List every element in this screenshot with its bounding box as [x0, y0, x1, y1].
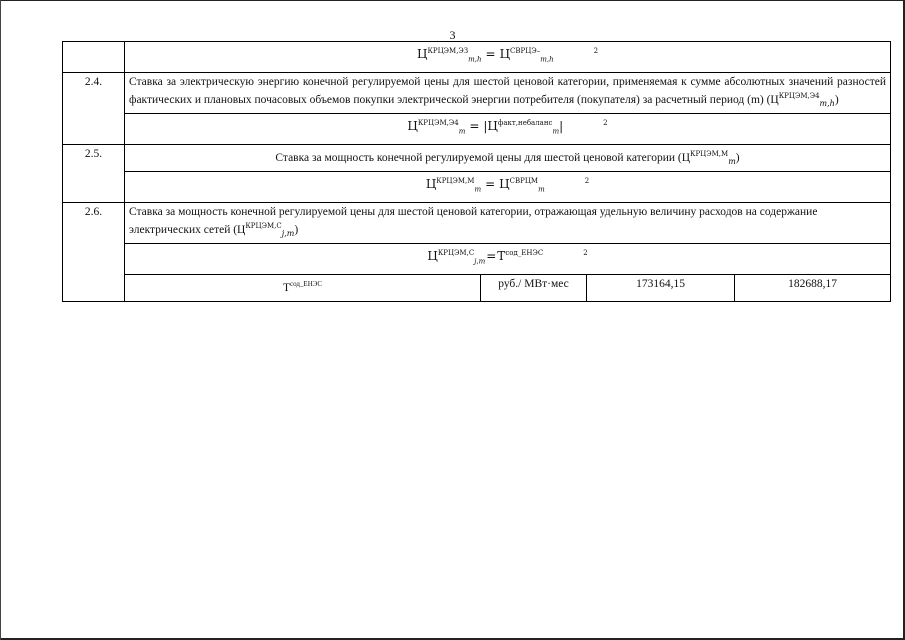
table-row: [63, 172, 891, 203]
table-row: [63, 203, 891, 244]
row-number: 2.6.: [63, 203, 125, 302]
formula-cell: [125, 172, 891, 203]
formula-cell: [125, 114, 891, 145]
row-description: Ставка за мощность конечной регулируемой цены для шестой ценовой категории $(Ц^{КРЦЭМ,М}_m)$: [125, 145, 891, 172]
frame-left-edge: [0, 0, 1, 640]
formula: $Ц^{КРЦЭМ,Э4}_m = |Ц^{факт,небаланс}_m|$ $^2$: [407, 119, 608, 136]
table-row: [63, 114, 891, 145]
value-cell-1: 173164,15: [587, 275, 735, 302]
value-cell-2: 182688,17: [735, 275, 891, 302]
row-description: Ставка за электрическую энергию конечной регулируемой цены для шестой ценовой категории, применяемая к сумме абсолютных значений разностей фактических и плановых почасовых объемов покупки электрической энергии потребителя (покупателя) за расчетный период (m) $(Ц^{КРЦЭМ,Э4}_{m,h})$: [125, 73, 891, 114]
tariff-label-cell: $Т^{сод\_ЕНЭС}$: [125, 275, 481, 302]
unit-cell: руб./ МВт·мес: [481, 275, 587, 302]
row-description: Ставка за мощность конечной регулируемой цены для шестой ценовой категории, отражающая удельную величину расходов на содержание электрических сетей $(Ц^{КРЦЭМ,С}_{j,m})$: [125, 203, 891, 244]
formula-cell: [125, 244, 891, 275]
row-number: 2.4.: [63, 73, 125, 145]
formula: $Ц^{КРЦЭМ,ЭЗ}_{m,h} = Ц^{СВРЦЭ-}_{m,h}^2$: [416, 47, 599, 64]
tariff-table: [62, 41, 891, 302]
table-row: [63, 145, 891, 172]
formula-cell: [125, 42, 891, 73]
page-number: 3: [449, 28, 456, 42]
table-row: [63, 73, 891, 114]
row-number: 2.5.: [63, 145, 125, 203]
row-number: [63, 42, 125, 73]
table-row: [63, 42, 891, 73]
table-row-values: [63, 275, 891, 302]
table-row: [63, 244, 891, 275]
frame-top-edge: [0, 0, 905, 1]
formula: $Ц^{КРЦЭМ,М}_m = Ц^{СВРЦМ}_m^2$: [425, 177, 590, 194]
formula: $Ц^{КРЦЭМ,С}_{j,m}=Т^{сод\_ЕНЭС}$ $^2$: [427, 249, 588, 266]
